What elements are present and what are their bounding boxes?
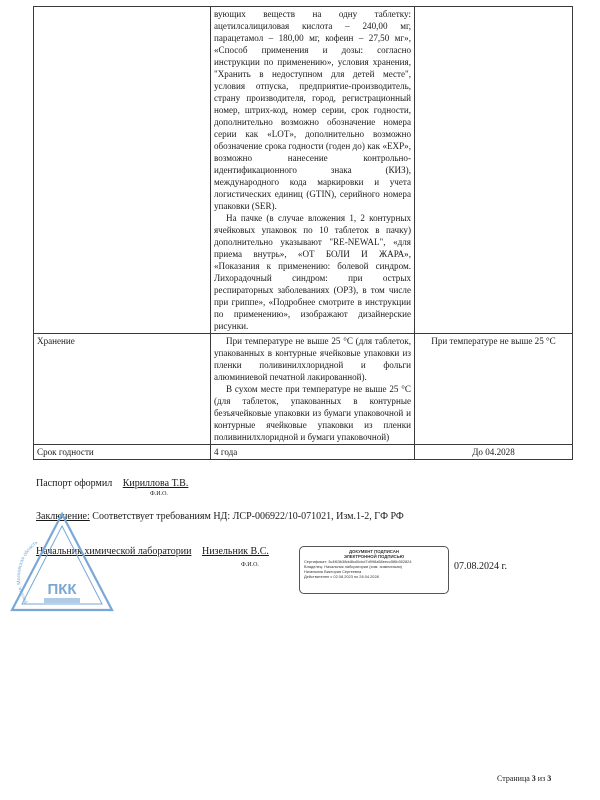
passport-name: Кириллова Т.В.: [122, 478, 189, 489]
e-signature-header: [300, 550, 448, 560]
conclusion-text: Соответствует требованиям НД: ЛСР-006922/10-071021, Изм.1-2, ГФ РФ: [92, 511, 404, 522]
composition-paragraph: На пачке (в случае вложения 1, 2 контурных ячейковых упаковок по 10 таблеток в пачку) дополнительно указывают "RE-NEWAL", «для приема внутрь», «ОТ БОЛИ И ЖАРА», «Показания к применению: болевой синдром. Лихорадочный синдром: при острых респираторных заболеваниях (ОРЗ), в том числе при гриппе», «Подробнее смотрите в инструкции по применению», изображают дизайнерские рисунки.: [214, 213, 411, 331]
e-signature-valid: Действителен с 02.08.2023 по 28.04.2028: [304, 574, 379, 579]
head-lab-label: Начальник химической лаборатории: [36, 546, 192, 557]
cell-composition-result: [415, 7, 573, 334]
table-row-composition: [34, 7, 573, 334]
stamp-text: ПКК: [47, 581, 77, 598]
e-signature-owner: Владелец: Начальник лаборатории (хим. химическая): [304, 564, 402, 569]
passport-fio-label: Ф.И.О.: [150, 491, 168, 497]
storage-spec: [211, 334, 415, 445]
composition-paragraph: вующих веществ на одну таблетку: ацетилсалициловая кислота – 240,00 мг, парацетамол – 180,00 мг, кофеин – 27,50 мг», «Способ применения и дозы: согласно инструкции по применению», условия хранения, "Хранить в недоступном для детей месте", условия отпуска, предприятие-производитель, страну производителя, город, регистрационный номер, штрих-код, номер серии, срок годности, дополнительно возможно обозначение номера серии как «LOT», дополнительно возможно обозначение срока годности (годен до) как «EXP», возможно нанесение контрольно-идентификационного знака (КИЗ), международного кода маркировки и учета логистических единиц (GTIN), серийного номера упаковки (SER).: [214, 9, 411, 211]
shelf-life-spec: 4 года: [211, 445, 415, 460]
table-row-shelf-life: [34, 445, 573, 460]
page-total: 3: [547, 774, 552, 783]
e-signature-title-1: ДОКУМЕНТ ПОДПИСАН: [349, 549, 399, 554]
head-lab-name: Низельник В.С.: [201, 546, 269, 557]
svg-text:Россия, Московская область: [16, 540, 39, 605]
specification-table: [33, 6, 573, 460]
passport-line: [36, 478, 188, 489]
e-signature-title-2: ЭЛЕКТРОННОЙ ПОДПИСЬЮ: [343, 553, 405, 559]
cell-composition-spec: [211, 7, 415, 334]
stamp-ring-text: Россия, Московская область: [15, 539, 40, 605]
storage-label: Хранение: [34, 334, 211, 445]
signature-date: 07.08.2024 г.: [454, 561, 507, 572]
shelf-life-label: Срок годности: [34, 445, 211, 460]
company-stamp-icon: [8, 510, 116, 620]
conclusion-label: Заключение:: [36, 511, 90, 522]
storage-paragraph: При температуре не выше 25 °С (для таблеток, упакованных в контурные ячейковые упаковки из пленки поливинилхлоридной и фольги алюминиевой печатной лакированной).: [214, 336, 411, 382]
head-lab-fio-label: Ф.И.О.: [241, 562, 259, 568]
storage-result: При температуре не выше 25 °С: [415, 334, 573, 445]
page-label: Страница: [497, 774, 530, 783]
page-number: [497, 774, 551, 783]
e-signature-box: [299, 546, 449, 594]
page-current: 3: [531, 774, 536, 783]
passport-label: Паспорт оформил: [36, 478, 113, 489]
cell-label-empty: [34, 7, 211, 334]
page-of-label: из: [537, 774, 546, 783]
shelf-life-result: До 04.2028: [415, 445, 573, 460]
table-row-storage: [34, 334, 573, 445]
storage-paragraph: В сухом месте при температуре не выше 25 °С (для таблеток, упакованных в контурные безъячейковые упаковки из бумаги упаковочной и контурные ячейковые упаковки из пленки поливинилхлоридной и бумаги упаковочной): [214, 384, 411, 442]
e-signature-certificate: Сертификат: 3c4f63b38dd8cd0cbd7d998a58eecc5f6b352824: [304, 559, 412, 564]
e-signature-owner-name: Низельник Виктория Сергеевна: [304, 569, 362, 574]
